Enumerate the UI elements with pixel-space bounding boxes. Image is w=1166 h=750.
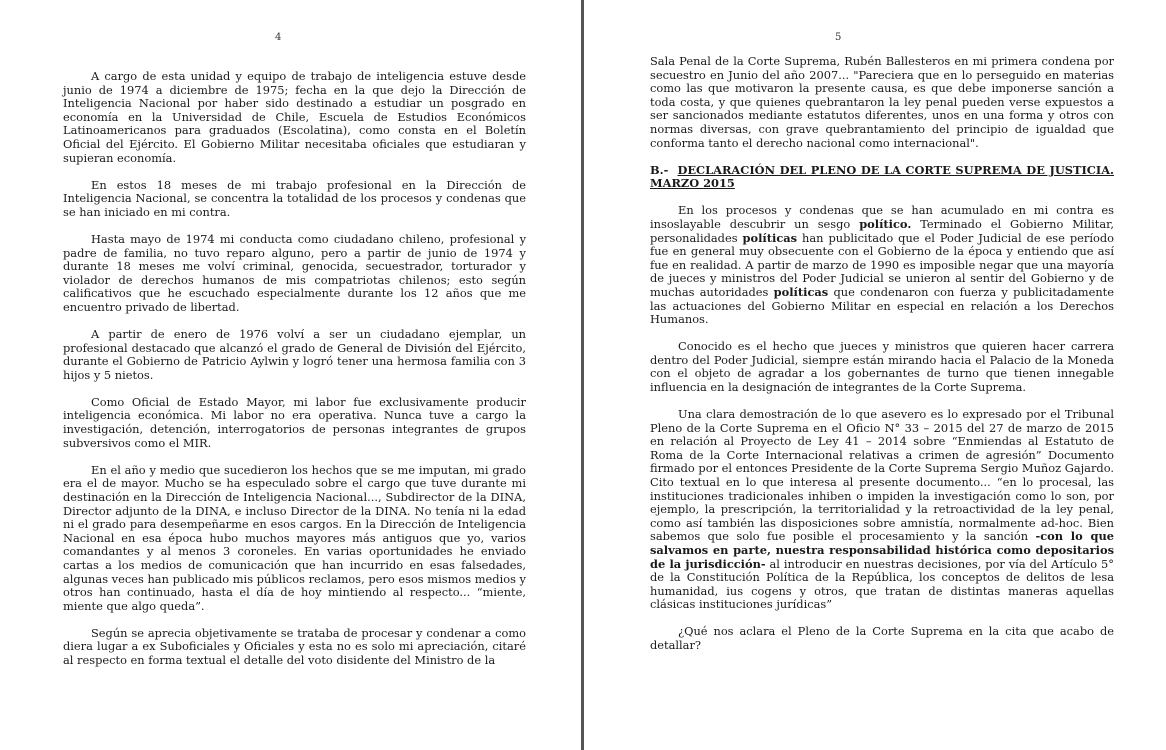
paragraph: A partir de enero de 1976 volví a ser un ciudadano ejemplar, un profesional destacado que alcanzó el grado de General de División del Ejército, durante el Gobierno de Patricio Aylwin y logró tener una hermosa familia con 3 hijos y 5 nietos.: [63, 327, 526, 382]
section-heading-title: DECLARACIÓN DEL PLENO DE LA CORTE SUPREMA DE JUSTICIA. MARZO 2015: [650, 162, 1114, 191]
paragraph: [650, 204, 1114, 326]
paragraph: Según se aprecia objetivamente se trataba de procesar y condenar a como diera lugar a ex Suboficiales y Oficiales y esta no es solo mi apreciación, citaré al respecto en forma textual el detalle del voto disidente del Ministro de la: [63, 625, 526, 667]
paragraph: Hasta mayo de 1974 mi conducta como ciudadano chileno, profesional y padre de familia, no tuvo reparo alguno, pero a partir de junio de 1974 y durante 18 meses me volví criminal, genocida, secuestrador, torturador y violador de derechos humanos de mis compatriotas chilenos; esto según calificativos que he escuchado especialmente durante los 12 años que me encuentro privado de libertad.: [63, 231, 526, 314]
paragraph: Sala Penal de la Corte Suprema, Rubén Ballesteros en mi primera condena por secuestro en Junio del año 2007... "Pareciera que en lo perseguido en materias como las que motivaron la presente causa, es que debe imponerse sanción a toda costa, y que quienes quebrantaron la ley penal pueden verse expuestos a ser sancionados mediante estatutos diferentes, unos en una forma y otros con normas diversas, con grave quebrantamiento del principio de igualdad que conforma tanto el derecho nacional como internacional".: [650, 54, 1114, 150]
paragraph: Como Oficial de Estado Mayor, mi labor fue exclusivamente producir inteligencia económica. Mi labor no era operativa. Nunca tuve a cargo la investigación, detención, interrogatorios de personas integrantes de grupos subversivos como el MIR.: [63, 394, 526, 450]
page-number: 5: [835, 32, 842, 43]
text-run: al introducir en nuestras decisiones, por vía del Artículo 5° de la Constitución Política de la República, los conceptos de delitos de lesa humanidad, ius cogens y otros, que tratan de distintas maneras aquellas clásicas instituciones jurídicas”: [650, 556, 1114, 612]
text-run: han publicitado que el Poder Judicial de ese período fue en general muy obsecuente con el Gobierno de la época y entiendo que así fue en realidad. A partir de marzo de 1990 es imposible negar que una mayoría de jueces y ministros del Poder Judicial se unieron al sentir del Gobierno y de muchas autoridades: [650, 230, 1114, 299]
text-run: que condenaron con fuerza y publicitadamente las actuaciones del Gobierno Militar en especial en relación a los Derechos Humanos.: [650, 284, 1114, 327]
right-page-body: [650, 55, 1114, 666]
paragraph: En el año y medio que sucedieron los hechos que se me imputan, mi grado era el de mayor. Mucho se ha especulado sobre el cargo que tuve durante mi destinación en la Dirección de Inteligencia Nacional..., Subdirector de la DINA, Director adjunto de la DINA, e incluso Director de la DINA. No tenía ni la edad ni el grado para desempeñarme en esos cargos. En la Dirección de Inteligencia Nacional en esa época hubo muchos mayores más antiguos que yo, varios comandantes y al menos 3 coroneles. En varias oportunidades he enviado cartas a los medios de comunicación que han incurrido en esas falsedades, algunas veces han publicado mis públicos reclamos, pero esos mismos medios y otros han continuado, hasta el día de hoy mintiendo al respecto... “miente, miente que algo queda”.: [63, 462, 526, 613]
text-run: Terminado el Gobierno Militar, personalidades: [650, 216, 1114, 245]
right-page: [585, 0, 1166, 750]
paragraph: Conocido es el hecho que jueces y ministros que quieren hacer carrera dentro del Poder Judicial, siempre están mirando hacia el Palacio de la Moneda con el objeto de agradar a los gobernantes de turno que tienen innegable influencia en la designación de integrantes de la Corte Suprema.: [650, 339, 1114, 394]
left-page: [0, 0, 582, 750]
text-run: En los procesos y condenas que se han acumulado en mi contra es insoslayable descubrir un sesgo: [650, 203, 1114, 231]
section-heading-prefix: B.-: [650, 162, 669, 177]
bold-text: -con lo que salvamos en parte, nuestra responsabilidad histórica como depositarios de la jurisdicción-: [650, 529, 1114, 571]
paragraph: A cargo de esta unidad y equipo de trabajo de inteligencia estuve desde junio de 1974 a diciembre de 1975; fecha en la que dejo la Dirección de Inteligencia Nacional por haber sido destinado a estudiar un posgrado en economía en la Universidad de Chile, Escuela de Estudios Económicos Latinoamericanos para graduados (Escolatina), como consta en el Boletín Oficial del Ejército. El Gobierno Militar necesitaba oficiales que estudiaran y supieran economía.: [63, 69, 526, 165]
bold-text: políticas: [773, 284, 829, 299]
left-page-body: [63, 70, 526, 681]
page-number: 4: [275, 32, 282, 43]
bold-text: político.: [859, 216, 912, 231]
paragraph: En estos 18 meses de mi trabajo profesional en la Dirección de Inteligencia Nacional, se concentra la totalidad de los procesos y condenas que se han iniciado en mi contra.: [63, 177, 526, 219]
paragraph: [650, 408, 1114, 612]
section-heading: [650, 164, 1114, 191]
bold-text: políticas: [742, 230, 798, 245]
text-run: Una clara demostración de lo que asevero es lo expresado por el Tribunal Pleno de la Corte Suprema en el Oficio N° 33 – 2015 del 27 de marzo de 2015 en relación al Proyecto de Ley 41 – 2014 sobre “Enmiendas al Estatuto de Roma de la Corte Internacional relativas a crimen de agresión” Documento firmado por el entonces Presidente de la Corte Suprema Sergio Muñoz Gajardo. Cito textual en lo que interesa al presente documento... “en lo procesal, las instituciones tradicionales inhiben o impiden la investigación como lo son, por ejemplo, la prescripción, la territorialidad y la retroactividad de la ley penal, como así también las disposiciones sobre amnistía, normalmente ad-hoc. Bien sabemos que solo fue posible el procesamiento y la sanción: [650, 407, 1114, 544]
page-divider: [581, 0, 584, 750]
paragraph: ¿Qué nos aclara el Pleno de la Corte Suprema en la cita que acabo de detallar?: [650, 624, 1114, 653]
